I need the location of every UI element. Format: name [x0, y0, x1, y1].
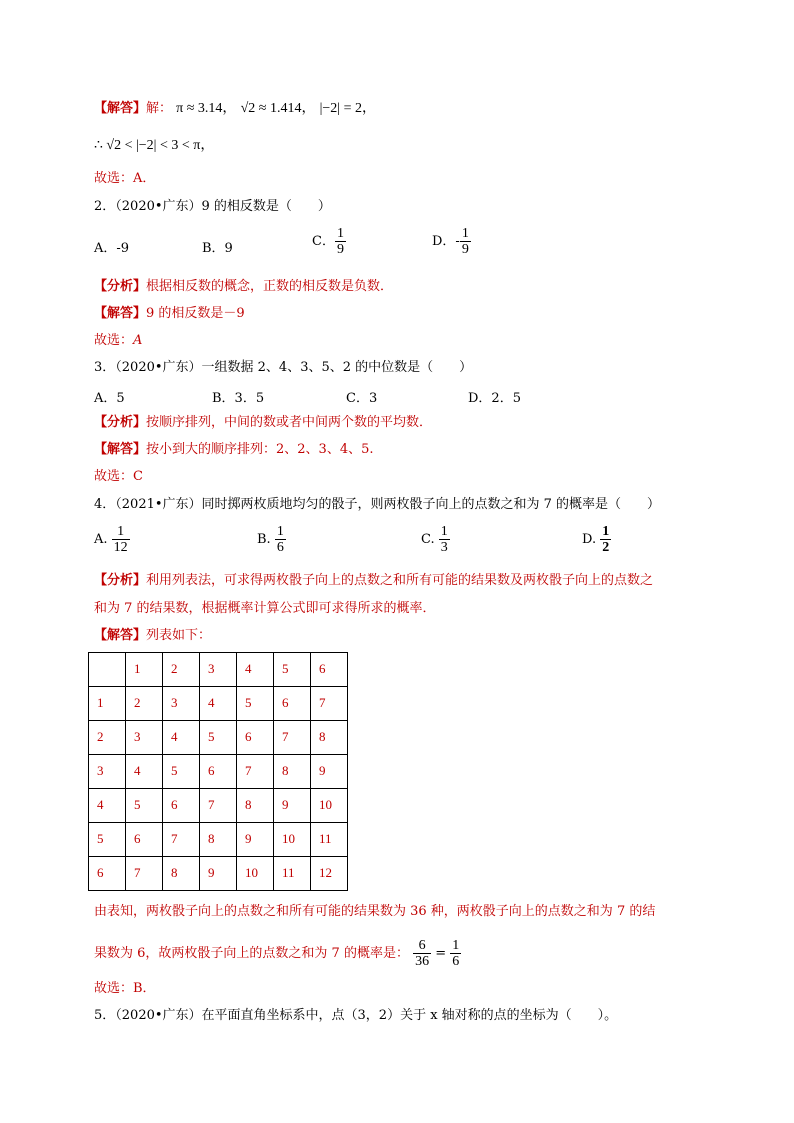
denominator: 12	[113, 540, 128, 555]
fraction	[275, 524, 286, 555]
table-cell: 5	[237, 687, 274, 721]
table-cell: 9	[311, 755, 348, 789]
numerator: 6	[418, 938, 426, 953]
table-cell: 4	[126, 755, 163, 789]
equals-sign: =	[435, 946, 447, 961]
option-prefix: A.	[94, 532, 108, 547]
analysis-text: 根据相反数的概念，正数的相反数是负数．	[146, 279, 394, 294]
numerator: 1	[440, 524, 448, 539]
q3-stem: 3．（2020•广东）一组数据 2、4、3、5、2 的中位数是（ ）	[94, 360, 473, 375]
table-cell: 10	[237, 857, 274, 891]
answer-tag: 【解答】	[94, 101, 147, 116]
q3-analysis	[94, 414, 432, 432]
table-row	[89, 653, 348, 687]
table-cell: 8	[237, 789, 274, 823]
table-cell: 10	[311, 789, 348, 823]
q4-stem: 4．（2021•广东）同时掷两枚质地均匀的骰子，则两枚骰子向上的点数之和为 7 的概率是（ ）	[94, 497, 661, 512]
answer-tag: 【解答】	[94, 628, 147, 643]
analysis-tag: 【分析】	[94, 415, 147, 430]
table-cell: 11	[274, 857, 311, 891]
table-cell: 5	[274, 653, 311, 687]
answer-intro: 解：	[146, 101, 173, 116]
q2-option-c	[312, 226, 346, 257]
option-prefix: C．	[312, 234, 335, 249]
q3-option-d: D．2．5	[468, 391, 521, 406]
denominator: 2	[602, 540, 610, 555]
q2-answer	[94, 305, 245, 323]
answer-tag: 【解答】	[94, 442, 147, 457]
table-row	[89, 721, 348, 755]
table-cell: 4	[163, 721, 200, 755]
table-cell: 6	[237, 721, 274, 755]
table-cell: 1	[126, 653, 163, 687]
q4-option-b	[257, 524, 286, 555]
fraction	[460, 226, 471, 257]
table-cell: 3	[126, 721, 163, 755]
table-cell: 5	[89, 823, 126, 857]
table-row	[89, 789, 348, 823]
table-cell: 7	[200, 789, 237, 823]
q4-analysis-line2: 和为 7 的结果数，根据概率计算公式即可求得所求的概率．	[94, 601, 436, 616]
numerator: 1	[461, 226, 469, 241]
table-cell: 8	[200, 823, 237, 857]
option-prefix: B.	[257, 532, 271, 547]
answer-tag: 【解答】	[94, 306, 147, 321]
table-cell: 2	[89, 721, 126, 755]
q4-choice: 故选：B．	[94, 981, 156, 996]
pi-approx: π ≈ 3.14，	[176, 101, 237, 116]
table-cell: 4	[237, 653, 274, 687]
fraction	[112, 524, 130, 555]
q3-option-a: A．5	[94, 391, 125, 406]
table-cell: 3	[163, 687, 200, 721]
q5-stem: 5．（2020•广东）在平面直角坐标系中，点（3，2）关于 x 轴对称的点的坐标为（ ）。	[94, 1008, 618, 1023]
table-cell: 7	[126, 857, 163, 891]
numerator: 1	[117, 524, 125, 539]
numerator: 1	[602, 524, 610, 539]
dice-sum-table	[88, 652, 348, 891]
q4-option-c	[421, 524, 450, 555]
table-cell: 8	[274, 755, 311, 789]
table-cell: 8	[163, 857, 200, 891]
q3-option-b: B．3．5	[212, 391, 265, 406]
table-cell: 6	[163, 789, 200, 823]
fraction	[439, 524, 450, 555]
table-cell: 6	[311, 653, 348, 687]
table-cell: 2	[163, 653, 200, 687]
table-row	[89, 857, 348, 891]
q2-stem: 2．（2020•广东）9 的相反数是（ ）	[94, 199, 331, 214]
option-prefix: D．-	[432, 234, 460, 249]
table-cell: 2	[126, 687, 163, 721]
q2-choice	[94, 332, 142, 350]
answer-text: 9 的相反数是－9	[146, 306, 245, 321]
answer-text: 按小到大的顺序排列：2、2、3、4、5.	[146, 442, 374, 457]
q3-choice: 故选：C	[94, 469, 143, 484]
table-cell: 4	[200, 687, 237, 721]
abs-value: |−2| = 2，	[319, 101, 376, 116]
denominator: 9	[461, 242, 469, 257]
fraction	[600, 524, 611, 555]
table-cell: 6	[126, 823, 163, 857]
table-cell: 3	[89, 755, 126, 789]
fraction	[450, 938, 461, 969]
choice-value: A	[133, 333, 143, 348]
table-cell: 12	[311, 857, 348, 891]
table-cell: 3	[200, 653, 237, 687]
fraction	[413, 938, 431, 969]
table-cell: 6	[274, 687, 311, 721]
q4-option-a	[94, 524, 130, 555]
numerator: 1	[336, 226, 344, 241]
table-cell: 11	[311, 823, 348, 857]
table-row	[89, 687, 348, 721]
table-cell: 7	[237, 755, 274, 789]
q4-option-d	[582, 524, 611, 555]
sqrt2-approx: √2 ≈ 1.414，	[240, 101, 316, 116]
table-cell: 8	[311, 721, 348, 755]
table-cell: 6	[89, 857, 126, 891]
q1-answer-line	[94, 100, 376, 118]
q2-analysis	[94, 278, 393, 296]
q4-conclusion-line2	[94, 938, 461, 969]
q4-answer	[94, 627, 211, 645]
denominator: 36	[415, 954, 430, 969]
table-cell: 5	[200, 721, 237, 755]
table-cell	[89, 653, 126, 687]
denominator: 6	[452, 954, 460, 969]
q1-choice: 故选：A．	[94, 171, 156, 186]
answer-text: 列表如下：	[146, 628, 212, 643]
q3-option-c: C．3	[346, 391, 378, 406]
denominator: 9	[336, 242, 344, 257]
table-cell: 5	[126, 789, 163, 823]
q1-conclusion: ∴ √2 < |−2| < 3 < π，	[94, 138, 215, 153]
option-prefix: D.	[582, 532, 597, 547]
analysis-text: 按顺序排列，中间的数或者中间两个数的平均数．	[146, 415, 433, 430]
denominator: 6	[276, 540, 284, 555]
table-cell: 9	[237, 823, 274, 857]
q3-answer	[94, 441, 374, 459]
analysis-tag: 【分析】	[94, 279, 147, 294]
table-cell: 7	[274, 721, 311, 755]
analysis-text-line1: 利用列表法，可求得两枚骰子向上的点数之和所有可能的结果数及两枚骰子向上的点数之	[146, 573, 654, 588]
table-cell: 9	[274, 789, 311, 823]
numerator: 1	[276, 524, 284, 539]
table-cell: 5	[163, 755, 200, 789]
table-cell: 7	[311, 687, 348, 721]
choice-label: 故选：	[94, 333, 134, 348]
option-prefix: C.	[421, 532, 435, 547]
q4-analysis	[94, 572, 653, 590]
numerator: 1	[452, 938, 460, 953]
q2-option-b: B．9	[202, 241, 233, 256]
table-cell: 1	[89, 687, 126, 721]
conclusion-text: 果数为 6，故两枚骰子向上的点数之和为 7 的概率是：	[94, 946, 409, 961]
table-row	[89, 755, 348, 789]
table-cell: 7	[163, 823, 200, 857]
q4-conclusion-line1: 由表知，两枚骰子向上的点数之和所有可能的结果数为 36 种，两枚骰子向上的点数之和为 7 的结	[94, 904, 656, 919]
q2-option-d	[432, 226, 471, 257]
denominator: 3	[440, 540, 448, 555]
table-cell: 6	[200, 755, 237, 789]
table-cell: 10	[274, 823, 311, 857]
table-row	[89, 823, 348, 857]
table-cell: 9	[200, 857, 237, 891]
analysis-tag: 【分析】	[94, 573, 147, 588]
fraction	[335, 226, 346, 257]
table-cell: 4	[89, 789, 126, 823]
q2-option-a: A．-9	[94, 241, 130, 256]
